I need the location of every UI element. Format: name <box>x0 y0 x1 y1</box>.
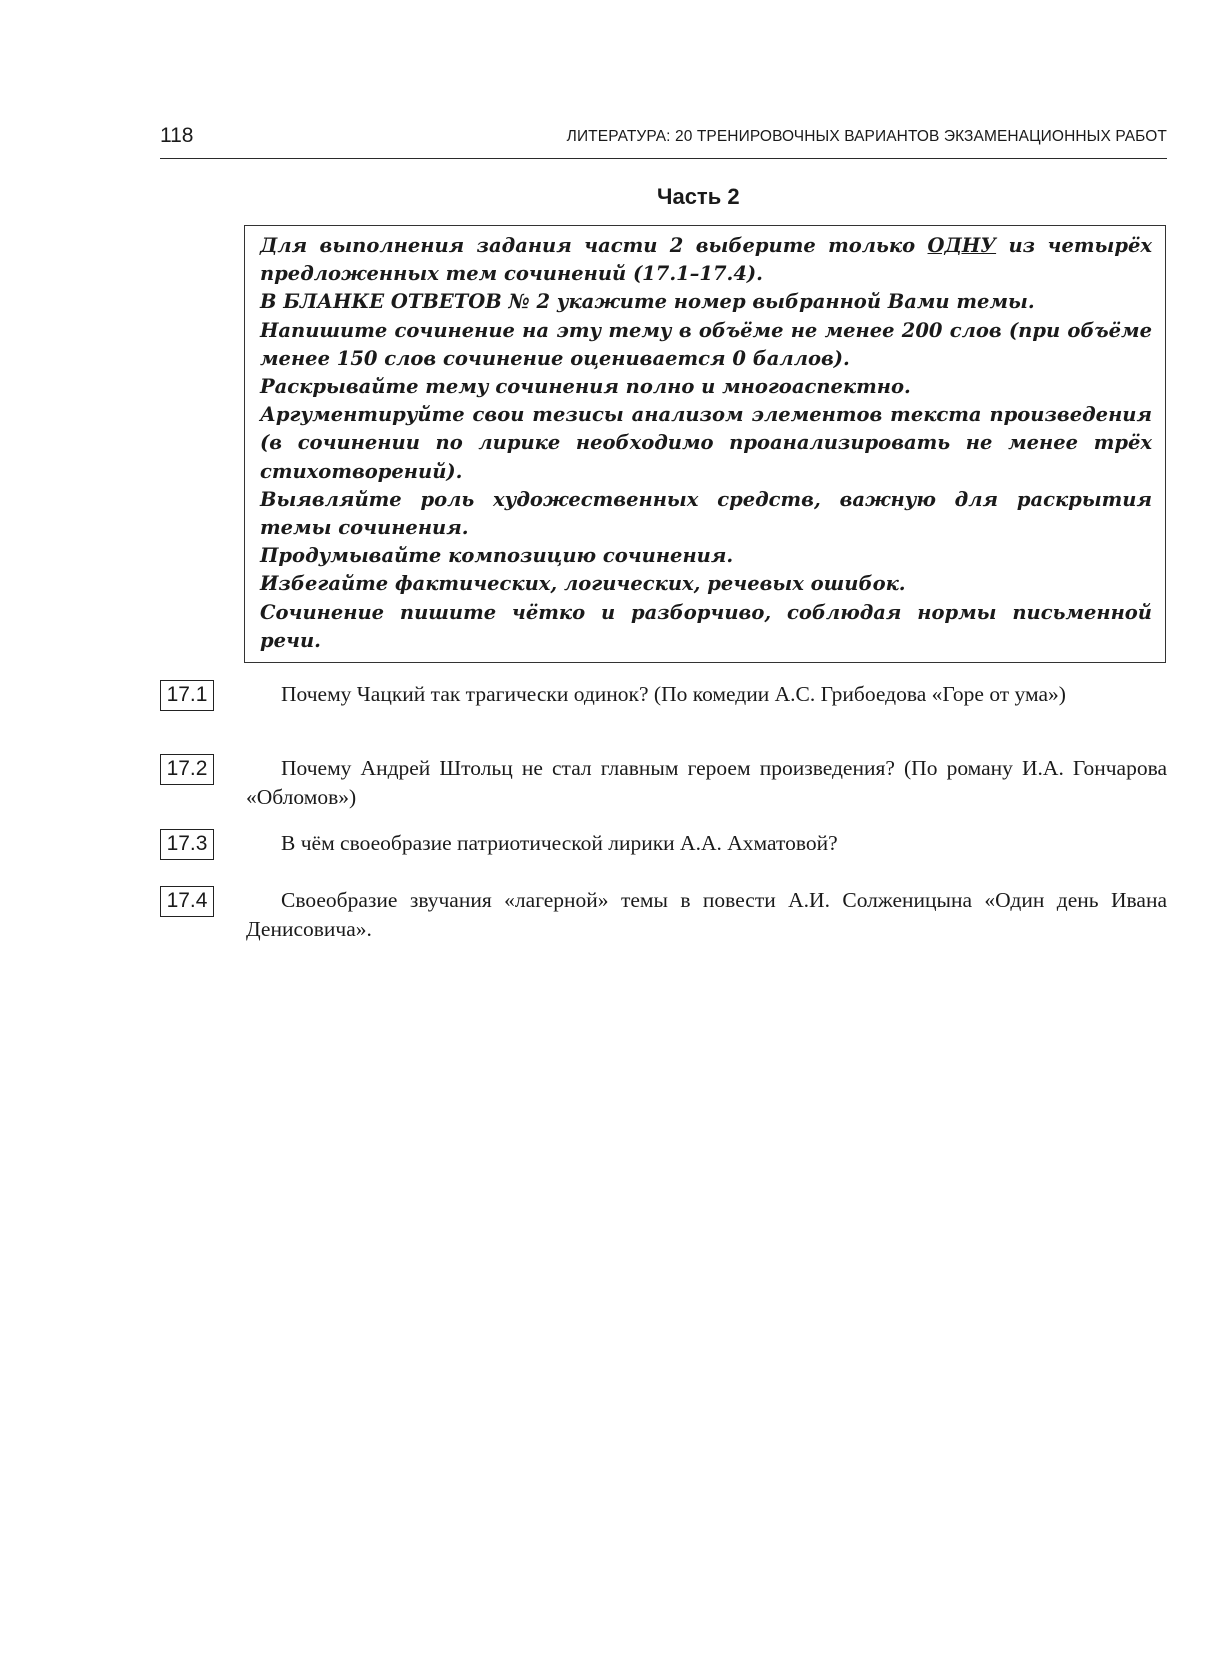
task-text: Почему Чацкий так трагически одинок? (По комедии А.С. Грибоедова «Горе от ума») <box>281 682 1066 706</box>
task-item-17-1 <box>160 680 1167 709</box>
emphasis-one: ОДНУ <box>927 234 997 257</box>
task-text: Почему Андрей Штольц не стал главным героем произведения? (По роману И.А. Гончарова «Обломов») <box>246 756 1167 809</box>
task-text: В чём своеобразие патриотической лирики А.А. Ахматовой? <box>281 831 838 855</box>
instruction-answer-sheet: В БЛАНКЕ ОТВЕТОВ № 2 укажите номер выбранной Вами темы. <box>260 290 1035 314</box>
instruction-composition: Продумывайте композицию сочинения. <box>260 544 734 568</box>
page-number: 118 <box>160 124 194 147</box>
instruction-choose-one: Для выполнения задания части 2 выберите только ОДНУ из четырёх предложенных тем сочинений (17.1–17.4). <box>260 234 1152 286</box>
task-number-box: 17.3 <box>160 829 214 860</box>
instruction-handwriting: Сочинение пишите чётко и разборчиво, соблюдая нормы письменной речи. <box>260 600 1152 652</box>
section-title: Часть 2 <box>657 184 740 209</box>
instruction-artistic-means: Выявляйте роль художественных средств, важную для раскрытия темы сочинения. <box>260 487 1152 540</box>
task-item-17-2 <box>160 754 1167 812</box>
task-item-17-4 <box>160 886 1167 944</box>
header-divider <box>160 158 1167 159</box>
task-item-17-3 <box>160 829 1167 858</box>
task-number-box: 17.2 <box>160 754 214 785</box>
instruction-avoid-errors: Избегайте фактических, логических, речевых ошибок. <box>260 572 906 596</box>
instruction-word-count: Напишите сочинение на эту тему в объёме не менее 200 слов (при объёме менее 150 слов сочинение оценивается 0 баллов). <box>260 318 1152 370</box>
task-text: Своеобразие звучания «лагерной» темы в повести А.И. Солженицына «Один день Ивана Денисовича». <box>246 888 1167 941</box>
task-number-box: 17.1 <box>160 680 214 711</box>
instruction-argue: Аргументируйте свои тезисы анализом элементов текста произведения (в сочинении по лирике необходимо проанализировать не менее трёх стихотворений). <box>260 403 1152 483</box>
instruction-develop-topic: Раскрывайте тему сочинения полно и многоаспектно. <box>260 375 911 399</box>
instructions-box <box>244 225 1166 663</box>
running-title: ЛИТЕРАТУРА: 20 ТРЕНИРОВОЧНЫХ ВАРИАНТОВ ЭКЗАМЕНАЦИОННЫХ РАБОТ <box>566 128 1167 145</box>
task-number-box: 17.4 <box>160 886 214 917</box>
